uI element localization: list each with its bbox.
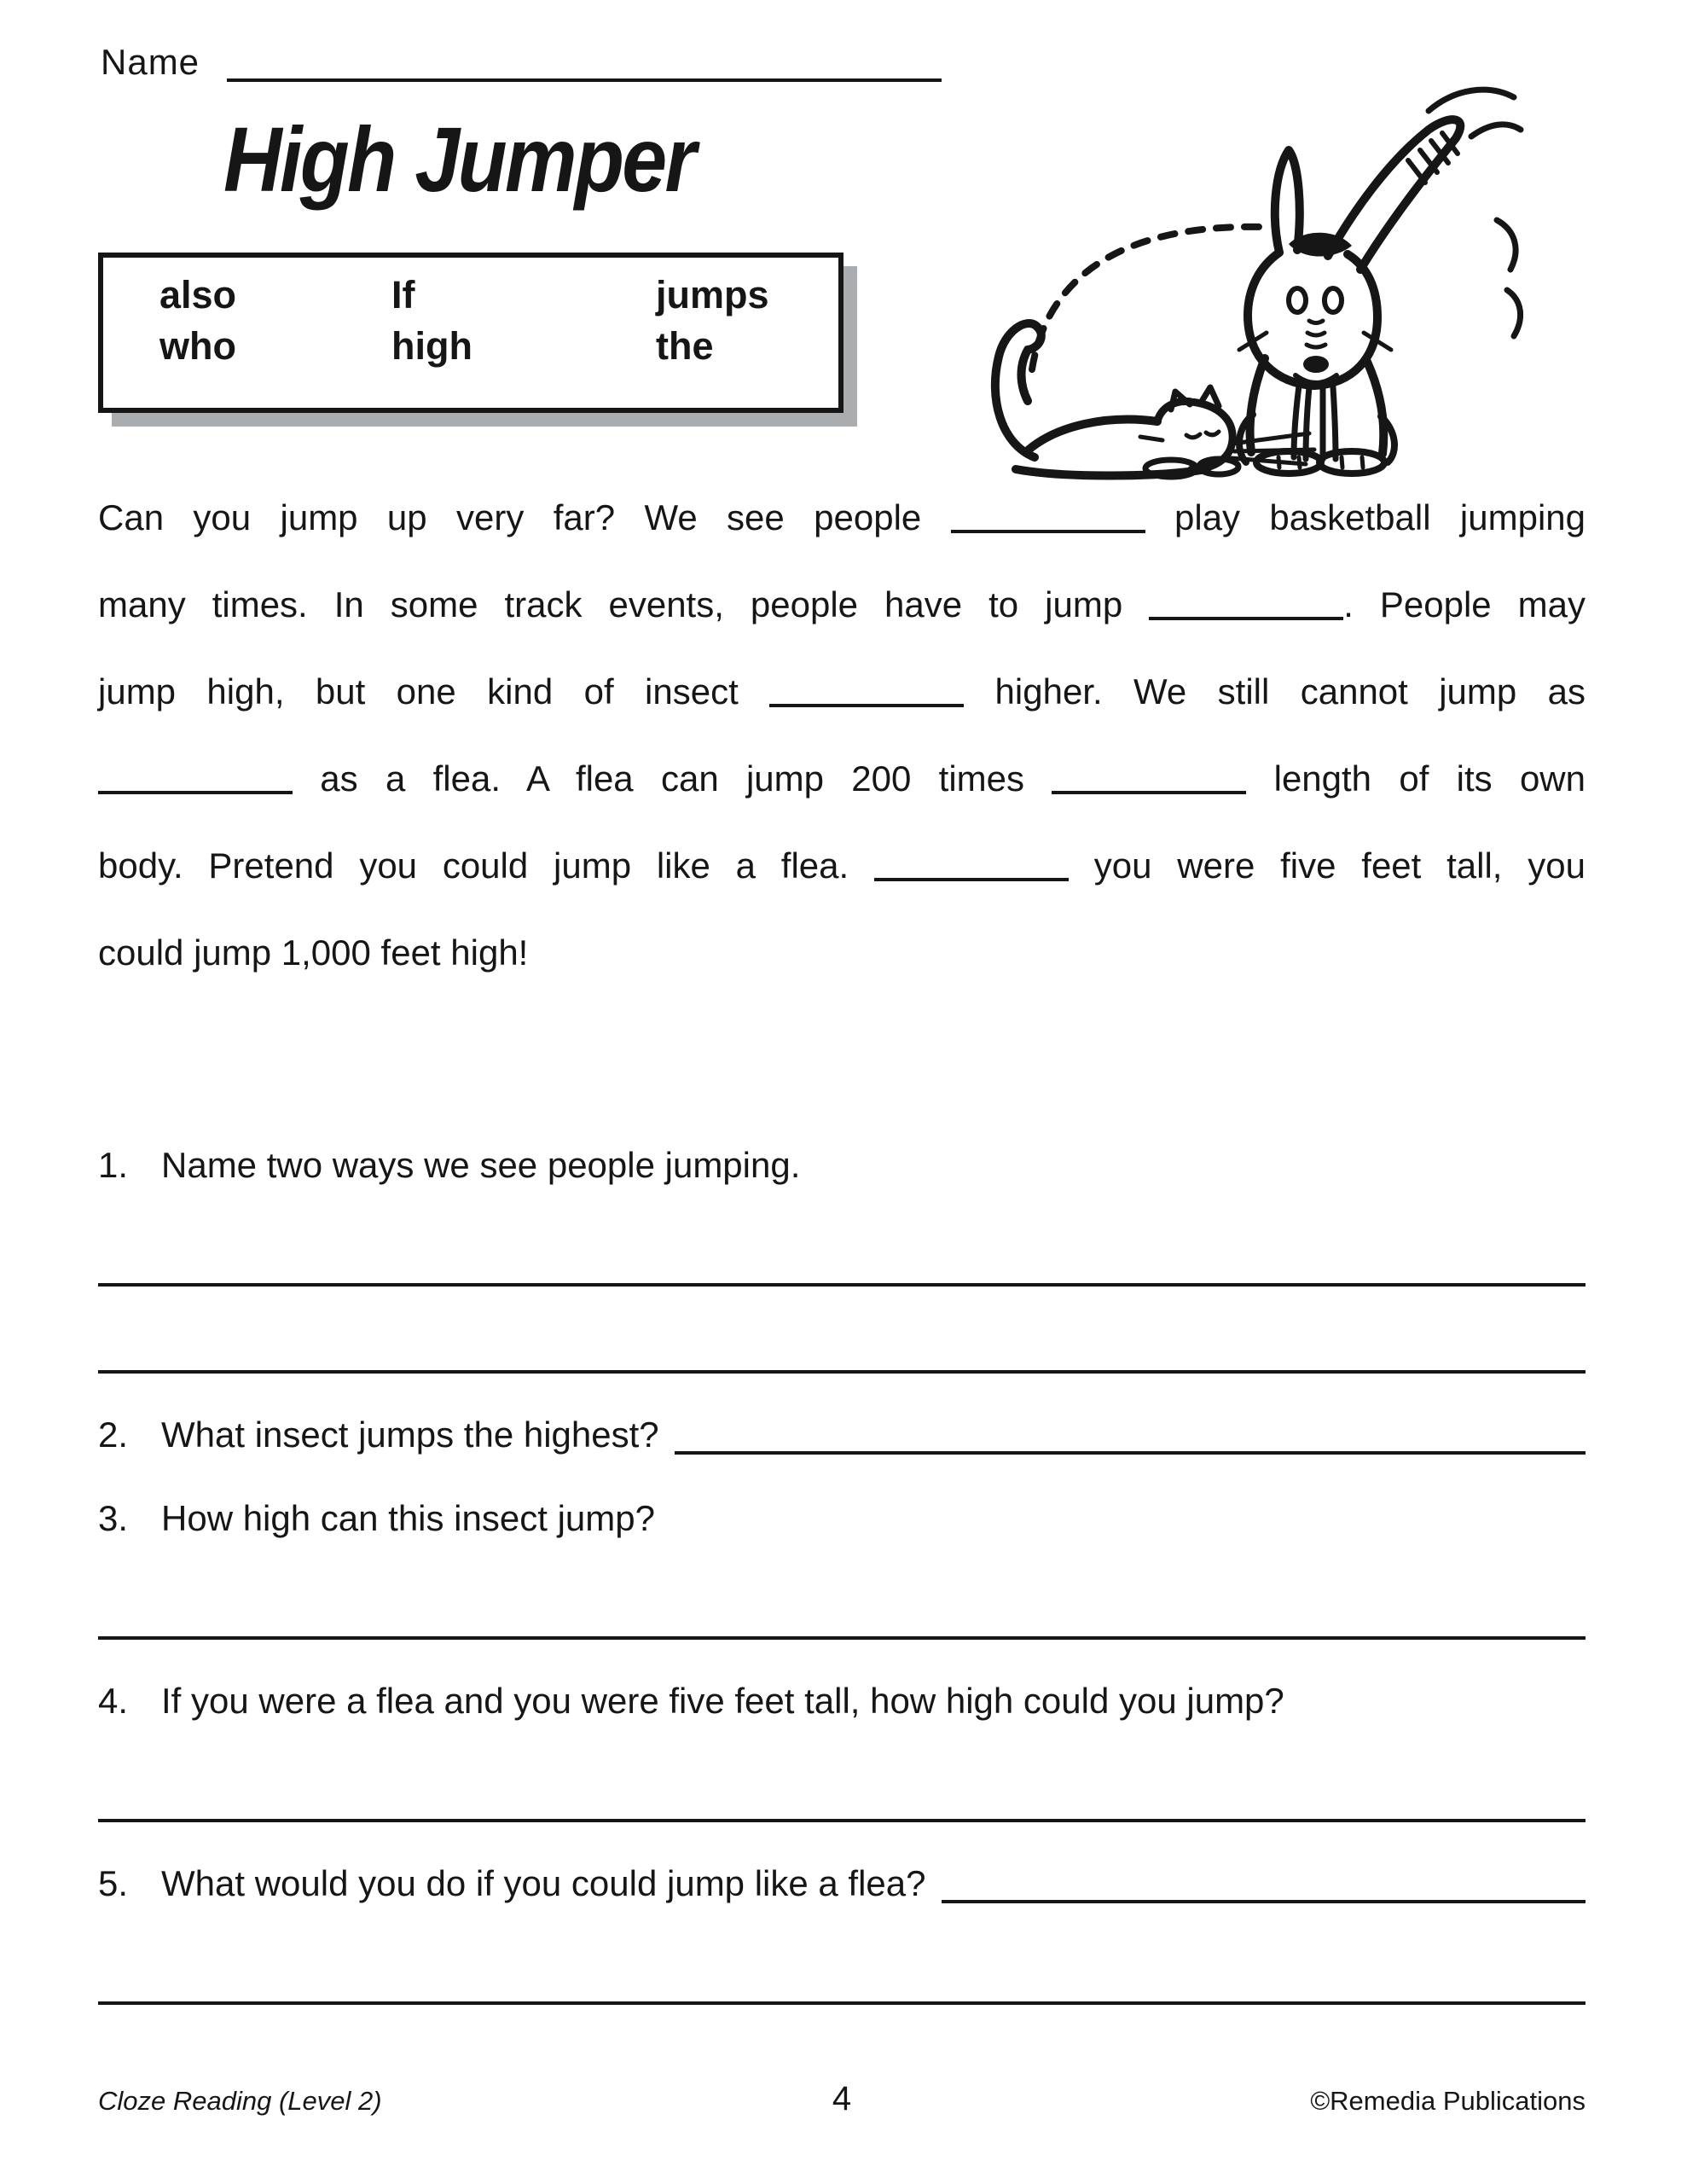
passage-line	[98, 474, 1586, 561]
question-row	[98, 1496, 1586, 1541]
page-number: 4	[832, 2080, 852, 2117]
footer	[98, 2080, 1586, 2118]
fill-in-blank[interactable]	[1149, 608, 1343, 620]
fill-in-blank[interactable]	[1052, 782, 1246, 794]
passage-text: Can you jump up very far? We see people	[98, 497, 951, 537]
passage-text: could jump 1,000 feet high!	[98, 932, 529, 973]
answer-line[interactable]	[98, 2001, 1586, 2005]
motion-lines-icon	[1429, 90, 1521, 336]
fill-in-blank[interactable]	[98, 782, 293, 794]
word-bank-word: high	[391, 324, 472, 368]
answer-line[interactable]	[98, 1370, 1586, 1374]
passage-text: . People may	[1343, 584, 1586, 624]
word-bank-word: who	[159, 324, 236, 368]
answer-blank-inline[interactable]	[942, 1893, 1586, 1903]
passage-line	[98, 561, 1586, 648]
word-bank-word: also	[159, 273, 237, 317]
passage-line	[98, 822, 1586, 909]
question-row	[98, 1679, 1586, 1723]
answer-line[interactable]	[98, 1636, 1586, 1640]
footer-series-title: Cloze Reading (Level 2)	[98, 2086, 382, 2116]
passage-line	[98, 648, 1586, 735]
question-text: How high can this insect jump?	[161, 1498, 655, 1538]
passage	[98, 474, 1586, 996]
question-number: 5.	[98, 1863, 129, 1903]
question-number: 3.	[98, 1498, 129, 1538]
passage-line	[98, 735, 1586, 822]
question-number: 1.	[98, 1145, 129, 1185]
answer-line[interactable]	[98, 1819, 1586, 1822]
name-label: Name	[101, 42, 200, 82]
footer-publisher: ©Remedia Publications	[1310, 2086, 1586, 2116]
question-text: What insect jumps the highest?	[161, 1414, 659, 1455]
word-bank-word: the	[656, 324, 714, 368]
passage-text: play basketball jumping	[1145, 497, 1586, 537]
questions	[98, 1119, 1586, 2005]
cat-dog-flea-jump-illustration	[951, 75, 1612, 489]
word-bank	[98, 253, 844, 413]
word-bank-word: If	[391, 273, 415, 317]
fill-in-blank[interactable]	[769, 695, 964, 707]
question-text: If you were a flea and you were five feet tall, how high could you jump?	[161, 1681, 1284, 1721]
flea-jump-arc	[1032, 227, 1265, 369]
passage-text: body. Pretend you could jump like a flea.	[98, 845, 874, 886]
question-text: What would you do if you could jump like a flea?	[161, 1863, 926, 1903]
question-number: 4.	[98, 1681, 129, 1721]
word-bank-word: jumps	[656, 273, 769, 317]
question-text: Name two ways we see people jumping.	[161, 1145, 801, 1185]
question-row	[98, 1862, 1586, 1906]
passage-text: jump high, but one kind of insect	[98, 671, 770, 712]
name-row	[101, 44, 942, 84]
passage-text: length of its own	[1246, 758, 1586, 799]
passage-text: many times. In some track events, people have to jump	[98, 584, 1150, 624]
answer-line[interactable]	[98, 1283, 1586, 1287]
answer-blank-inline[interactable]	[675, 1444, 1586, 1455]
passage-line	[98, 909, 1586, 996]
passage-text: you were five feet tall, you	[1069, 845, 1586, 886]
dog-icon	[1239, 119, 1460, 473]
worksheet-title: High Jumper	[223, 107, 694, 211]
fill-in-blank[interactable]	[951, 521, 1145, 533]
question-row	[98, 1143, 1586, 1188]
fill-in-blank[interactable]	[874, 869, 1069, 881]
name-write-line[interactable]	[227, 78, 942, 82]
question-row	[98, 1413, 1586, 1457]
question-number: 2.	[98, 1414, 129, 1455]
passage-text: higher. We still cannot jump as	[964, 671, 1586, 712]
passage-text: as a flea. A flea can jump 200 times	[293, 758, 1052, 799]
